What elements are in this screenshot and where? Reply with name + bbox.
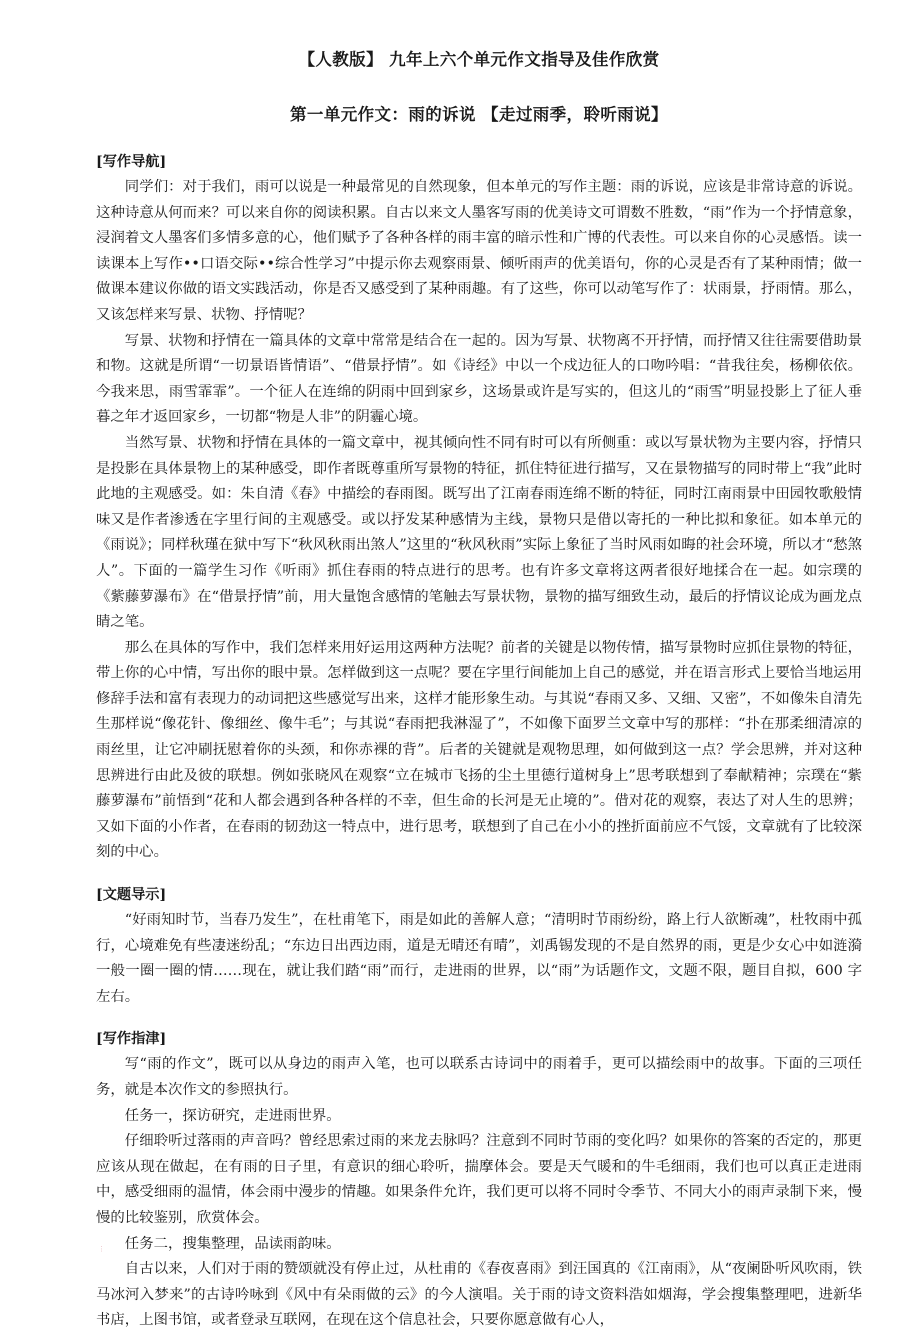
section-writing-guide	[96, 152, 862, 866]
paragraph: 那么在具体的写作中，我们怎样来用好运用这两种方法呢？前者的关键是以物传情，描写景物时应抓住景物的特征，带上你的心中情，写出你的眼中景。怎样做到这一点呢？要在字里行间能加上自己的感觉，并在语言形式上要恰当地运用修辞手法和富有表现力的动词把这些感觉写出来，这样才能形象生动。与其说“春雨又多、又细、又密”，不如像朱自清先生那样说“像花针、像细丝、像牛毛”；与其说“春雨把我淋湿了”，不如像下面罗兰文章中写的那样：“扑在那柔细清凉的雨丝里，让它冲刷抚慰着你的头颈，和你赤裸的背”。后者的关键就是观物思理，如何做到这一点？学会思辨，并对这种思辨进行由此及彼的联想。例如张晓风在观察“立在城市飞扬的尘土里德行道树身上”思考联想到了奉献精神；宗璞在“紫藤萝瀑布”前悟到“花和人都会遇到各种各样的不幸，但生命的长河是无止境的”。借对花的观察，表达了对人生的思辨；又如下面的小作者，在春雨的韧劲这一特点中，进行思考，联想到了自己在小小的挫折面前应不气馁，文章就有了比较深刻的中心。	[96, 639, 862, 861]
document-subtitle: 第一单元作文：雨的诉说 【走过雨季，聆听雨说】	[290, 105, 668, 124]
document-body	[96, 152, 862, 1334]
page-tail-mark: ⋮	[98, 1245, 105, 1253]
section-heading-topic-guide: [文题导示]	[96, 887, 167, 904]
paragraph-task-two: 任务二，搜集整理，品读雨韵味。	[124, 1235, 341, 1252]
paragraph: 同学们：对于我们，雨可以说是一种最常见的自然现象，但本单元的写作主题：雨的诉说，应该是非常诗意的诉说。这种诗意从何而来？可以来自你的阅读积累。自古以来文人墨客写雨的优美诗文可谓数不胜数，“雨”作为一个抒情意象，浸润着文人墨客们多情多意的心，他们赋予了各种各样的雨丰富的暗示性和广博的代表性。可以来自你的心灵感悟。读一读课本上写作••口语交际••综合性学习”中提示你去观察雨景、倾听雨声的优美语句，你的心灵是否有了某种雨情；做一做课本建议你做的语文实践活动，你是否又感受到了某种雨趣。有了这些，你可以动笔写作了：状雨景，抒雨情。那么，又该怎样来写景、状物、抒情呢？	[96, 179, 862, 323]
paragraph: 仔细聆听过落雨的声音吗？曾经思索过雨的来龙去脉吗？注意到不同时节雨的变化吗？如果你的答案的否定的，那更应该从现在做起，在有雨的日子里，有意识的细心聆听，揣摩体会。要是天气暖和的牛毛细雨，我们也可以真正走进雨中，感受细雨的温情，体会雨中漫步的情趣。如果条件允许，我们更可以将不同时令季节、不同大小的雨声录制下来，慢慢的比较鉴别，欣赏体会。	[96, 1133, 862, 1226]
paragraph: 写“雨的作文”，既可以从身边的雨声入笔，也可以联系古诗词中的雨着手，更可以描绘雨中的故事。下面的三项任务，就是本次作文的参照执行。	[96, 1056, 862, 1098]
paragraph: 当然写景、状物和抒情在具体的一篇文章中，视其倾向性不同有时可以有所侧重：或以写景状物为主要内容，抒情只是投影在具体景物上的某种感受，即作者既尊重所写景物的特征，抓住特征进行描写，又在景物描写的同时带上“我”此时此地的主观感受。如：朱自清《春》中描绘的春雨图。既写出了江南春雨连绵不断的特征，同时江南雨景中田园牧歌般情味又是作者渗透在字里行间的主观感受。或以抒发某种感情为主线，景物只是借以寄托的一种比拟和象征。如本单元的《雨说》；同样秋瑾在狱中写下“秋风秋雨出煞人”这里的“秋风秋雨”实际上象征了当时风雨如晦的社会环境，所以才“愁煞人”。下面的一篇学生习作《听雨》抓住春雨的特点进行的思考。也有许多文章将这两者很好地揉合在一起。如宗璞的《紫藤萝瀑布》在“借景抒情”前，用大量饱含感情的笔触去写景状物，景物的描写细致生动，最后的抒情议论成为画龙点睛之笔。	[96, 434, 862, 631]
section-heading-writing-guide: [写作导航]	[96, 154, 167, 170]
section-writing-tips	[96, 1029, 862, 1334]
paragraph: 自古以来，人们对于雨的赞颂就没有停止过，从杜甫的《春夜喜雨》到汪国真的《江南雨》，从“夜阑卧听风吹雨，铁马冰河入梦来”的古诗吟咏到《风中有朵雨做的云》的今人演唱。关于雨的诗文资料浩如烟海，学会搜集整理吧，进新华书店，上图书馆，或者登录互联网，在现在这个信息社会，只要你愿意做有心人，	[96, 1261, 862, 1329]
paragraph-task-one: 任务一，探访研究，走进雨世界。	[124, 1107, 341, 1124]
section-topic-guide	[96, 885, 862, 1010]
section-spacer	[96, 1010, 862, 1029]
section-heading-writing-tips: [写作指津]	[96, 1031, 167, 1048]
document-title: 【人教版】 九年上六个单元作文指导及佳作欣赏	[298, 50, 660, 69]
paragraph: “好雨知时节，当春乃发生”，在杜甫笔下，雨是如此的善解人意；“清明时节雨纷纷，路上行人欲断魂”，杜牧雨中孤行，心境难免有些凄迷纷乱；“东边日出西边雨，道是无晴还有晴”，刘禹锡发现的不是自然界的雨，更是少女心中如涟漪一般一圈一圈的情……现在，就让我们踏“雨”而行，走进雨的世界，以“雨”为话题作文，文题不限，题目自拟，600 字左右。	[96, 912, 862, 1005]
section-spacer	[96, 866, 862, 885]
paragraph: 写景、状物和抒情在一篇具体的文章中常常是结合在一起的。因为写景、状物离不开抒情，而抒情又往往需要借助景和物。这就是所谓“一切景语皆情语”、“借景抒情”。如《诗经》中以一个戍边征人的口吻吟唱：“昔我往矣，杨柳依依。今我来思，雨雪霏霏”。一个征人在连绵的阴雨中回到家乡，这场景或许是写实的，但这儿的“雨雪”明显投影上了征人垂暮之年才返回家乡，一切都“物是人非”的阴霾心境。	[96, 332, 862, 426]
